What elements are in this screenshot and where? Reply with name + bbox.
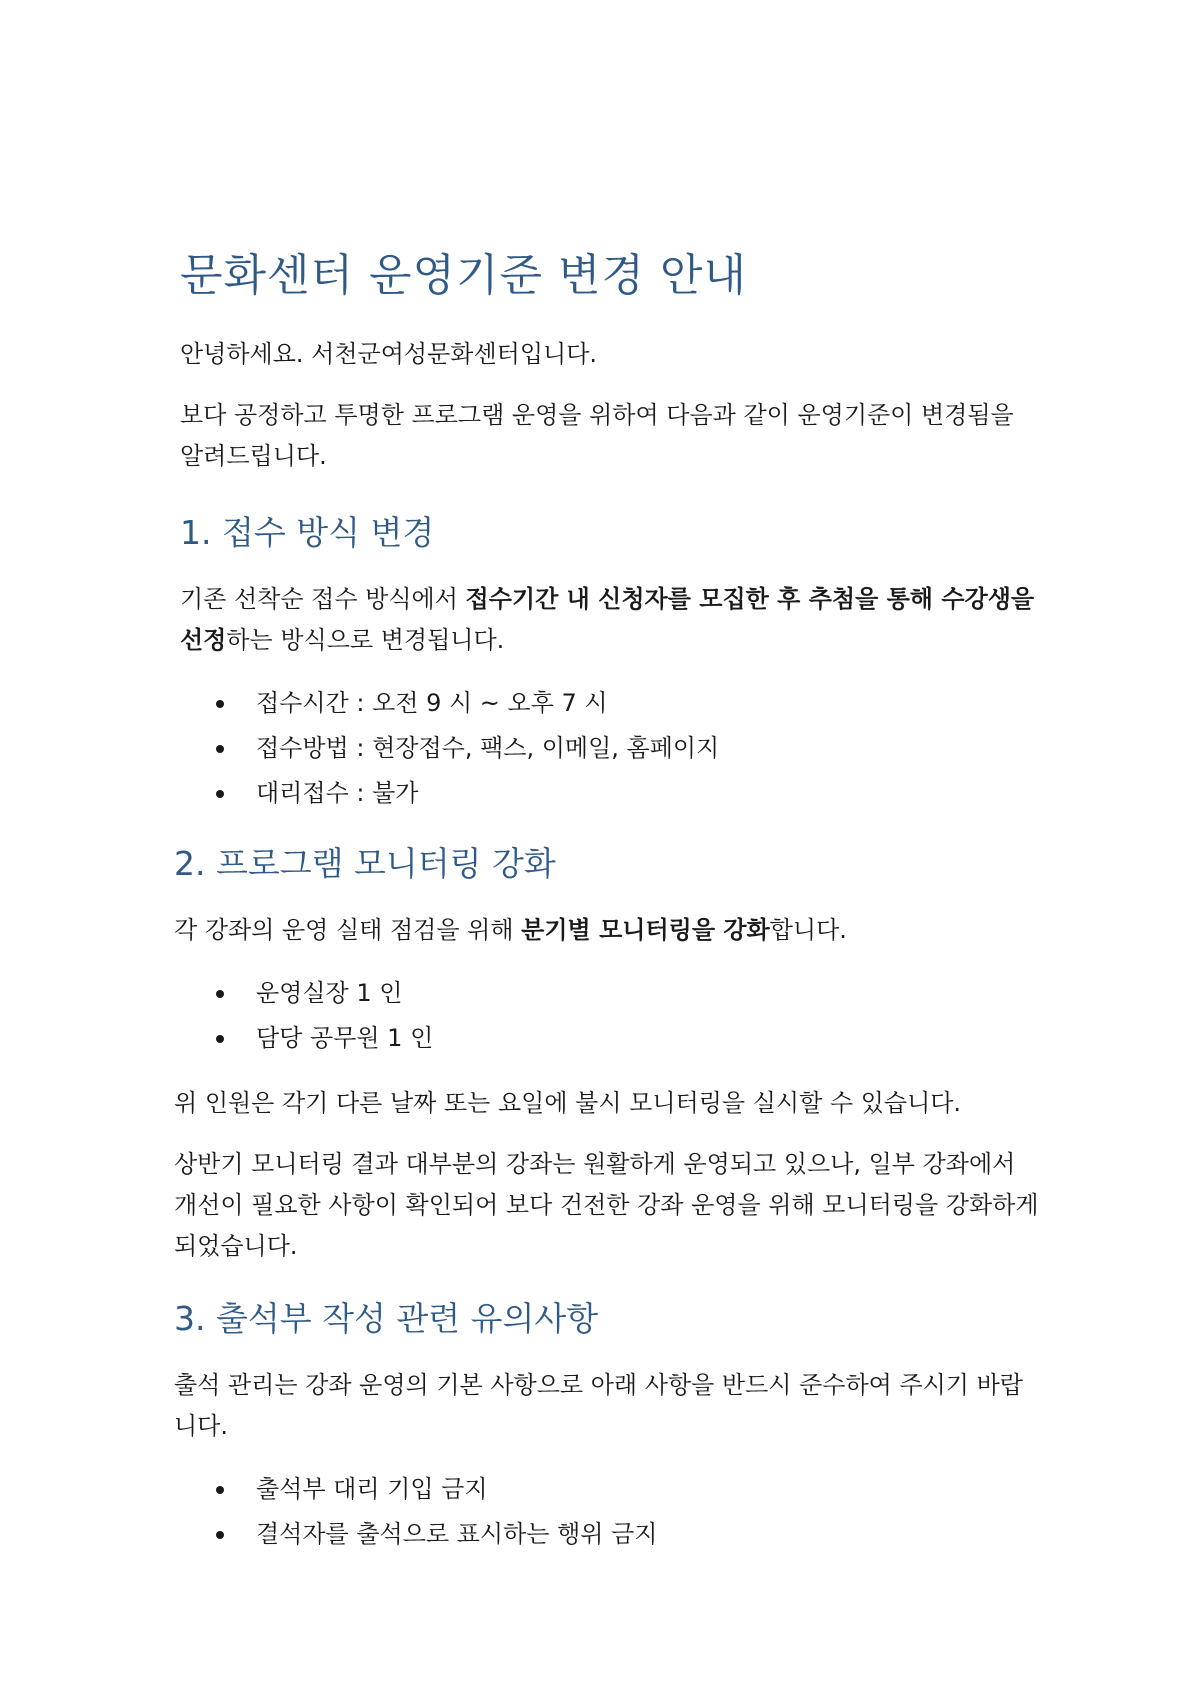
section1-list <box>216 681 1040 816</box>
list-item: 결석자를 출석으로 표시하는 행위 금지 <box>216 1512 1040 1557</box>
list-item: 대리접수 : 불가 <box>216 771 1040 816</box>
section2-note: 위 인원은 각기 다른 날짜 또는 요일에 불시 모니터링을 실시할 수 있습니다. <box>174 1089 962 1117</box>
section1-text-before: 기존 선착순 접수 방식에서 <box>180 585 466 613</box>
section2-text-bold: 분기별 모니터링을 강화 <box>521 916 770 944</box>
list-item: 운영실장 1 인 <box>216 971 1040 1016</box>
section2-result: 상반기 모니터링 결과 대부분의 강좌는 원활하게 운영되고 있으나, 일부 강좌에서 개선이 필요한 사항이 확인되어 보다 건전한 강좌 운영을 위해 모니터링을 강화하게 되었습니다. <box>174 1150 1039 1260</box>
list-item: 출석부 대리 기입 금지 <box>216 1467 1040 1512</box>
intro-text: 보다 공정하고 투명한 프로그램 운영을 위하여 다음과 같이 운영기준이 변경됨을 알려드립니다. <box>180 401 1014 470</box>
section1-text-after: 하는 방식으로 변경됩니다. <box>226 626 505 654</box>
list-item: 접수방법 : 현장접수, 팩스, 이메일, 홈페이지 <box>216 726 1040 771</box>
list-item: 접수시간 : 오전 9 시 ~ 오후 7 시 <box>216 681 1040 726</box>
section1-text <box>180 579 1040 661</box>
section2-text-before: 각 강좌의 운영 실태 점검을 위해 <box>174 916 522 944</box>
section3-list <box>216 1467 1040 1557</box>
list-item: 담당 공무원 1 인 <box>216 1016 1040 1061</box>
section3-heading: 3. 출석부 작성 관련 유의사항 <box>174 1299 599 1338</box>
section2-text <box>174 910 1040 951</box>
section2-heading: 2. 프로그램 모니터링 강화 <box>174 844 556 883</box>
section1-text-bold: 접수기간 내 신청자를 모집한 후 추첨을 통해 수강생을 선정 <box>180 585 1035 654</box>
section1-heading: 1. 접수 방식 변경 <box>180 513 435 552</box>
section2-text-after: 합니다. <box>769 916 847 944</box>
section3-text: 출석 관리는 강좌 운영의 기본 사항으로 아래 사항을 반드시 준수하여 주시기 바랍니다. <box>174 1371 1023 1440</box>
document-title: 문화센터 운영기준 변경 안내 <box>180 250 748 301</box>
section2-list <box>216 971 1040 1061</box>
greeting-text: 안녕하세요. 서천군여성문화센터입니다. <box>180 340 598 368</box>
